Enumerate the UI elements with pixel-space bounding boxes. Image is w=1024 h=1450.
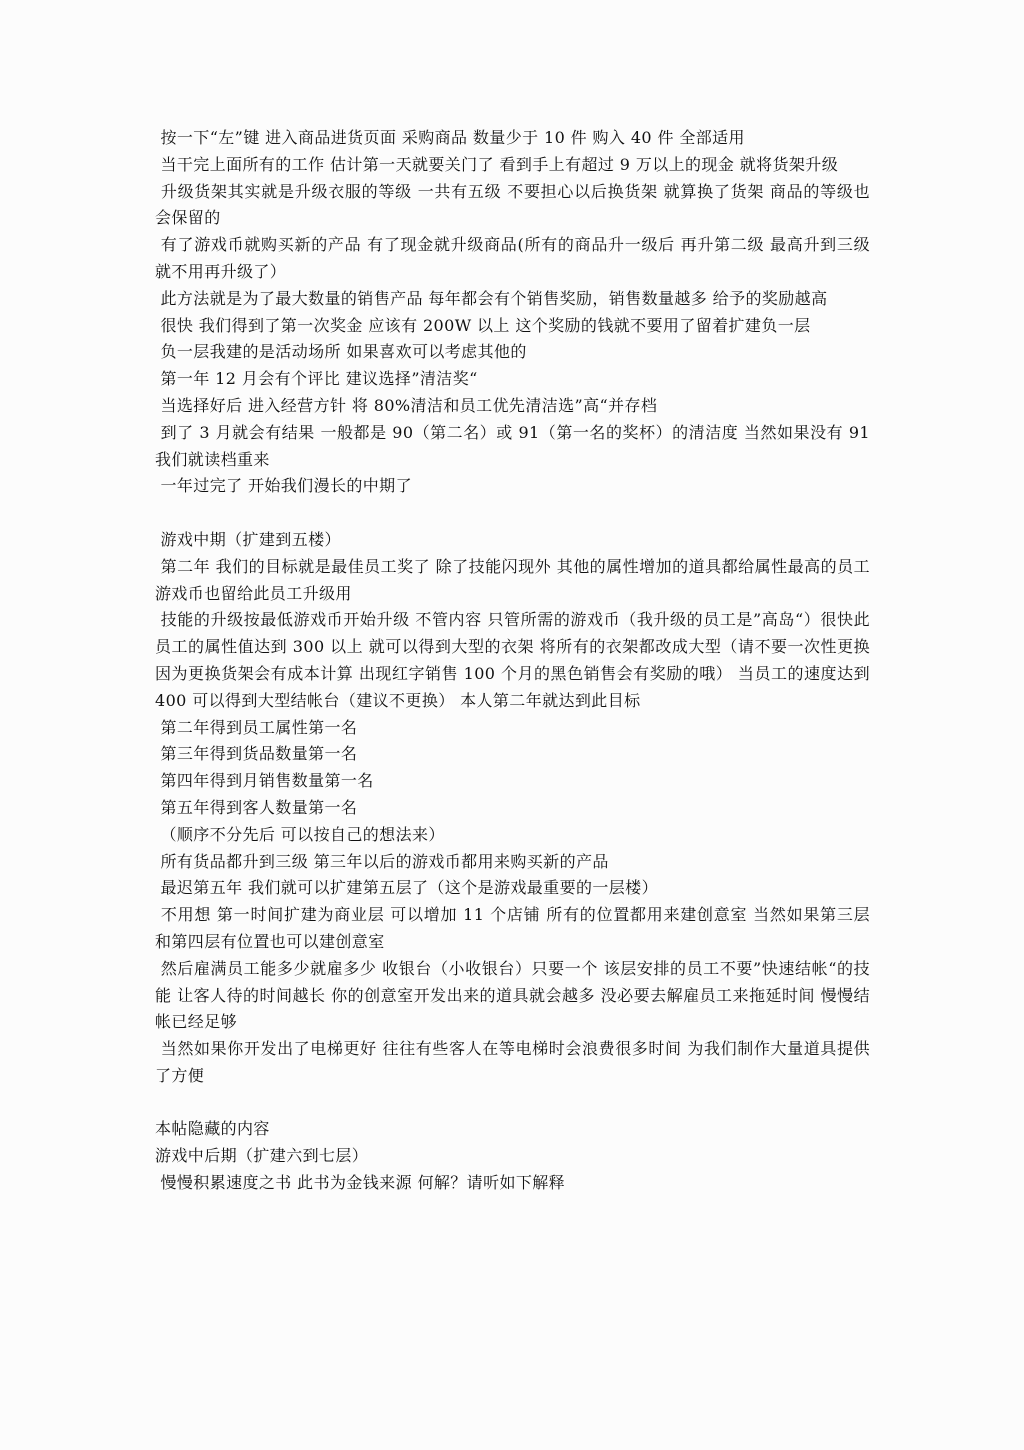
paragraph: 慢慢积累速度之书 此书为金钱来源 何解？请听如下解释 bbox=[155, 1173, 566, 1193]
paragraph: 当然如果你开发出了电梯更好 往往有些客人在等电梯时会浪费很多时间 为我们制作大量道具提供了方便 bbox=[155, 1039, 870, 1085]
paragraph: 一年过完了 开始我们漫长的中期了 bbox=[155, 476, 412, 496]
paragraph: 第三年得到货品数量第一名 bbox=[155, 744, 358, 764]
section-heading-late-game: 游戏中后期（扩建六到七层） bbox=[155, 1146, 369, 1166]
paragraph: 有了游戏币就购买新的产品 有了现金就升级商品(所有的商品升一级后 再升第二级 最高升到三级就不用再升级了） bbox=[155, 235, 870, 281]
paragraph: 很快 我们得到了第一次奖金 应该有 200W 以上 这个奖励的钱就不要用了留着扩建负一层 bbox=[155, 315, 811, 335]
paragraph: 当选择好后 进入经营方针 将 80%清洁和员工优先清洁选”高“并存档 bbox=[155, 395, 658, 415]
paragraph: 升级货架其实就是升级衣服的等级 一共有五级 不要担心以后换货架 就算换了货架 商品的等级也会保留的 bbox=[155, 181, 870, 228]
paragraph: 所有货品都升到三级 第三年以后的游戏币都用来购买新的产品 bbox=[155, 851, 609, 871]
paragraph: 第二年 我们的目标就是最佳员工奖了 除了技能闪现外 其他的属性增加的道具都给属性最高的员工 游戏币也留给此员工升级用 bbox=[155, 556, 876, 603]
paragraph: （顺序不分先后 可以按自己的想法来） bbox=[155, 824, 445, 844]
paragraph: 第五年得到客人数量第一名 bbox=[155, 797, 358, 817]
paragraph: 当干完上面所有的工作 估计第一天就要关门了 看到手上有超过 9 万以上的现金 就将货架升级 bbox=[155, 154, 839, 174]
document-body bbox=[155, 125, 876, 1197]
paragraph: 技能的升级按最低游戏币开始升级 不管内容 只管所需的游戏币（我升级的员工是”高岛“）很快此员工的属性值达到 300 以上 就可以得到大型的衣架 将所有的衣架都改成大型（请不要一次性更换 因为更换货架会有成本计算 出现红字销售 100 个月的黑色销售会有奖励的哦） 当员工的速度达到 400 可以得到大型结帐台（建议不更换） 本人第二年就达到此目标 bbox=[155, 610, 876, 710]
paragraph: 然后雇满员工能多少就雇多少 收银台（小收银台）只要一个 该层安排的员工不要”快速结帐“的技能 让客人待的时间越长 你的创意室开发出来的道具就会越多 没必要去解雇员工来拖延时间 慢慢结帐已经足够 bbox=[155, 958, 870, 1032]
paragraph: 到了 3 月就会有结果 一般都是 90（第二名）或 91（第一名的奖杯）的清洁度 当然如果没有 91 我们就读档重来 bbox=[155, 422, 876, 469]
paragraph: 最迟第五年 我们就可以扩建第五层了（这个是游戏最重要的一层楼） bbox=[155, 878, 658, 898]
paragraph: 负一层我建的是活动场所 如果喜欢可以考虑其他的 bbox=[155, 342, 527, 362]
paragraph: 不用想 第一时间扩建为商业层 可以增加 11 个店铺 所有的位置都用来建创意室 当然如果第三层和第四层有位置也可以建创意室 bbox=[155, 905, 870, 951]
blank-line bbox=[155, 500, 870, 527]
paragraph: 此方法就是为了最大数量的销售产品 每年都会有个销售奖励，销售数量越多 给予的奖励越高 bbox=[155, 288, 828, 308]
hidden-content-label: 本帖隐藏的内容 bbox=[155, 1119, 270, 1139]
paragraph: 第一年 12 月会有个评比 建议选择”清洁奖“ bbox=[155, 369, 478, 389]
blank-line bbox=[155, 1090, 870, 1117]
paragraph: 第四年得到月销售数量第一名 bbox=[155, 771, 374, 791]
paragraph: 第二年得到员工属性第一名 bbox=[155, 717, 358, 737]
section-heading-mid-game: 游戏中期（扩建到五楼） bbox=[155, 529, 341, 549]
paragraph: 按一下“左”键 进入商品进货页面 采购商品 数量少于 10 件 购入 40 件 全部适用 bbox=[155, 128, 745, 147]
